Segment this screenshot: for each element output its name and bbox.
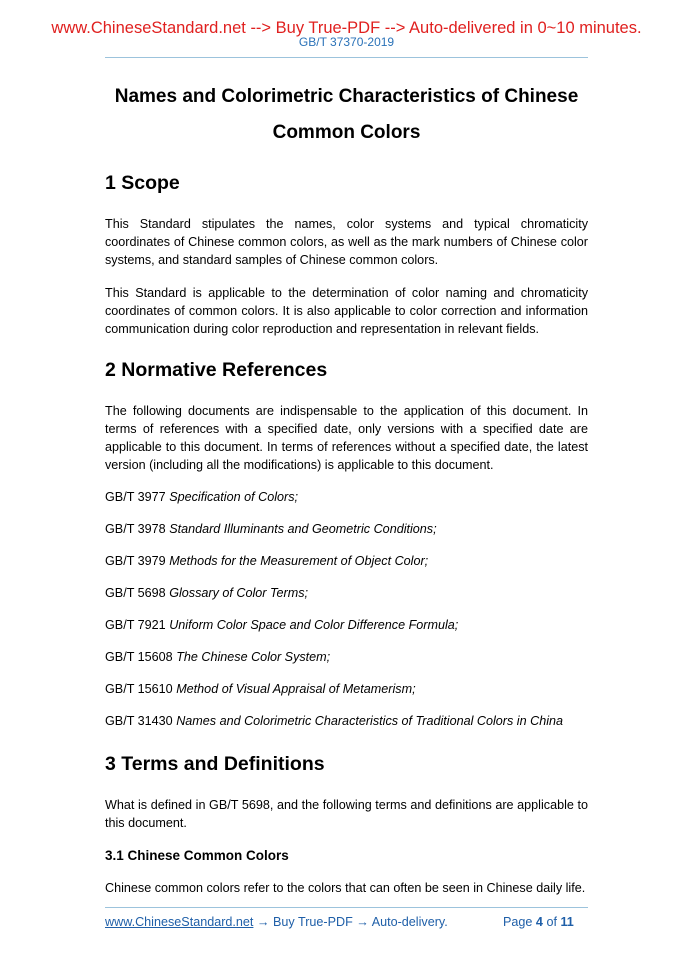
normative-paragraph: The following documents are indispensable to the application of this document. In terms of references with a specified date, only versions with a specified date are applicable to this document. In terms of references without a specified date, the latest version (including all the modifications) is applicable to this document. [105, 404, 588, 472]
definition-paragraph: Chinese common colors refer to the colors that can often be seen in Chinese daily life. [105, 881, 586, 895]
footer-link[interactable]: www.ChineseStandard.net [105, 915, 254, 929]
heading-scope: 1 Scope [105, 172, 180, 194]
footer-promo-text: → Buy True-PDF → Auto-delivery. [253, 915, 448, 929]
reference-item: GB/T 3978 Standard Illuminants and Geometric Conditions; [105, 522, 437, 536]
heading-terms-definitions: 3 Terms and Definitions [105, 753, 325, 775]
terms-paragraph: What is defined in GB/T 5698, and the following terms and definitions are applicable to this document. [105, 798, 588, 830]
footer-divider [105, 907, 588, 908]
reference-item: GB/T 15610 Method of Visual Appraisal of Metamerism; [105, 682, 416, 696]
page-number: 4 [535, 915, 543, 929]
watermark-banner[interactable]: www.ChineseStandard.net --> Buy True-PDF --> Auto-delivered in 0~10 minutes. [51, 19, 642, 37]
footer-promo [105, 915, 448, 929]
reference-item: GB/T 5698 Glossary of Color Terms; [105, 586, 308, 600]
doc-title-line2: Common Colors [272, 122, 421, 143]
doc-title-line1: Names and Colorimetric Characteristics of Chinese [114, 86, 579, 107]
page-indicator [503, 915, 574, 929]
standard-number: GB/T 37370-2019 [298, 35, 395, 49]
reference-item: GB/T 31430 Names and Colorimetric Characteristics of Traditional Colors in China [105, 714, 564, 728]
header-divider [105, 57, 588, 58]
reference-item: GB/T 3977 Specification of Colors; [105, 490, 298, 504]
reference-item: GB/T 3979 Methods for the Measurement of Object Color; [105, 554, 429, 568]
scope-paragraph-2: This Standard is applicable to the determination of color naming and chromaticity coordinates of common colors. It is also applicable to color correction and information communication during color reproduction and representation in relevant fields. [105, 286, 588, 336]
page-label: Page [503, 915, 533, 929]
reference-item: GB/T 15608 The Chinese Color System; [105, 650, 331, 664]
subheading-chinese-common-colors: 3.1 Chinese Common Colors [105, 848, 289, 863]
scope-paragraph-1: This Standard stipulates the names, color systems and typical chromaticity coordinates of Chinese common colors, as well as the mark numbers of Chinese color systems, and standard samples of Chinese common colors. [105, 217, 588, 267]
of-label: of [546, 915, 557, 929]
heading-normative-references: 2 Normative References [105, 359, 328, 381]
reference-item: GB/T 7921 Uniform Color Space and Color Difference Formula; [105, 618, 459, 632]
page-total: 11 [560, 915, 574, 929]
